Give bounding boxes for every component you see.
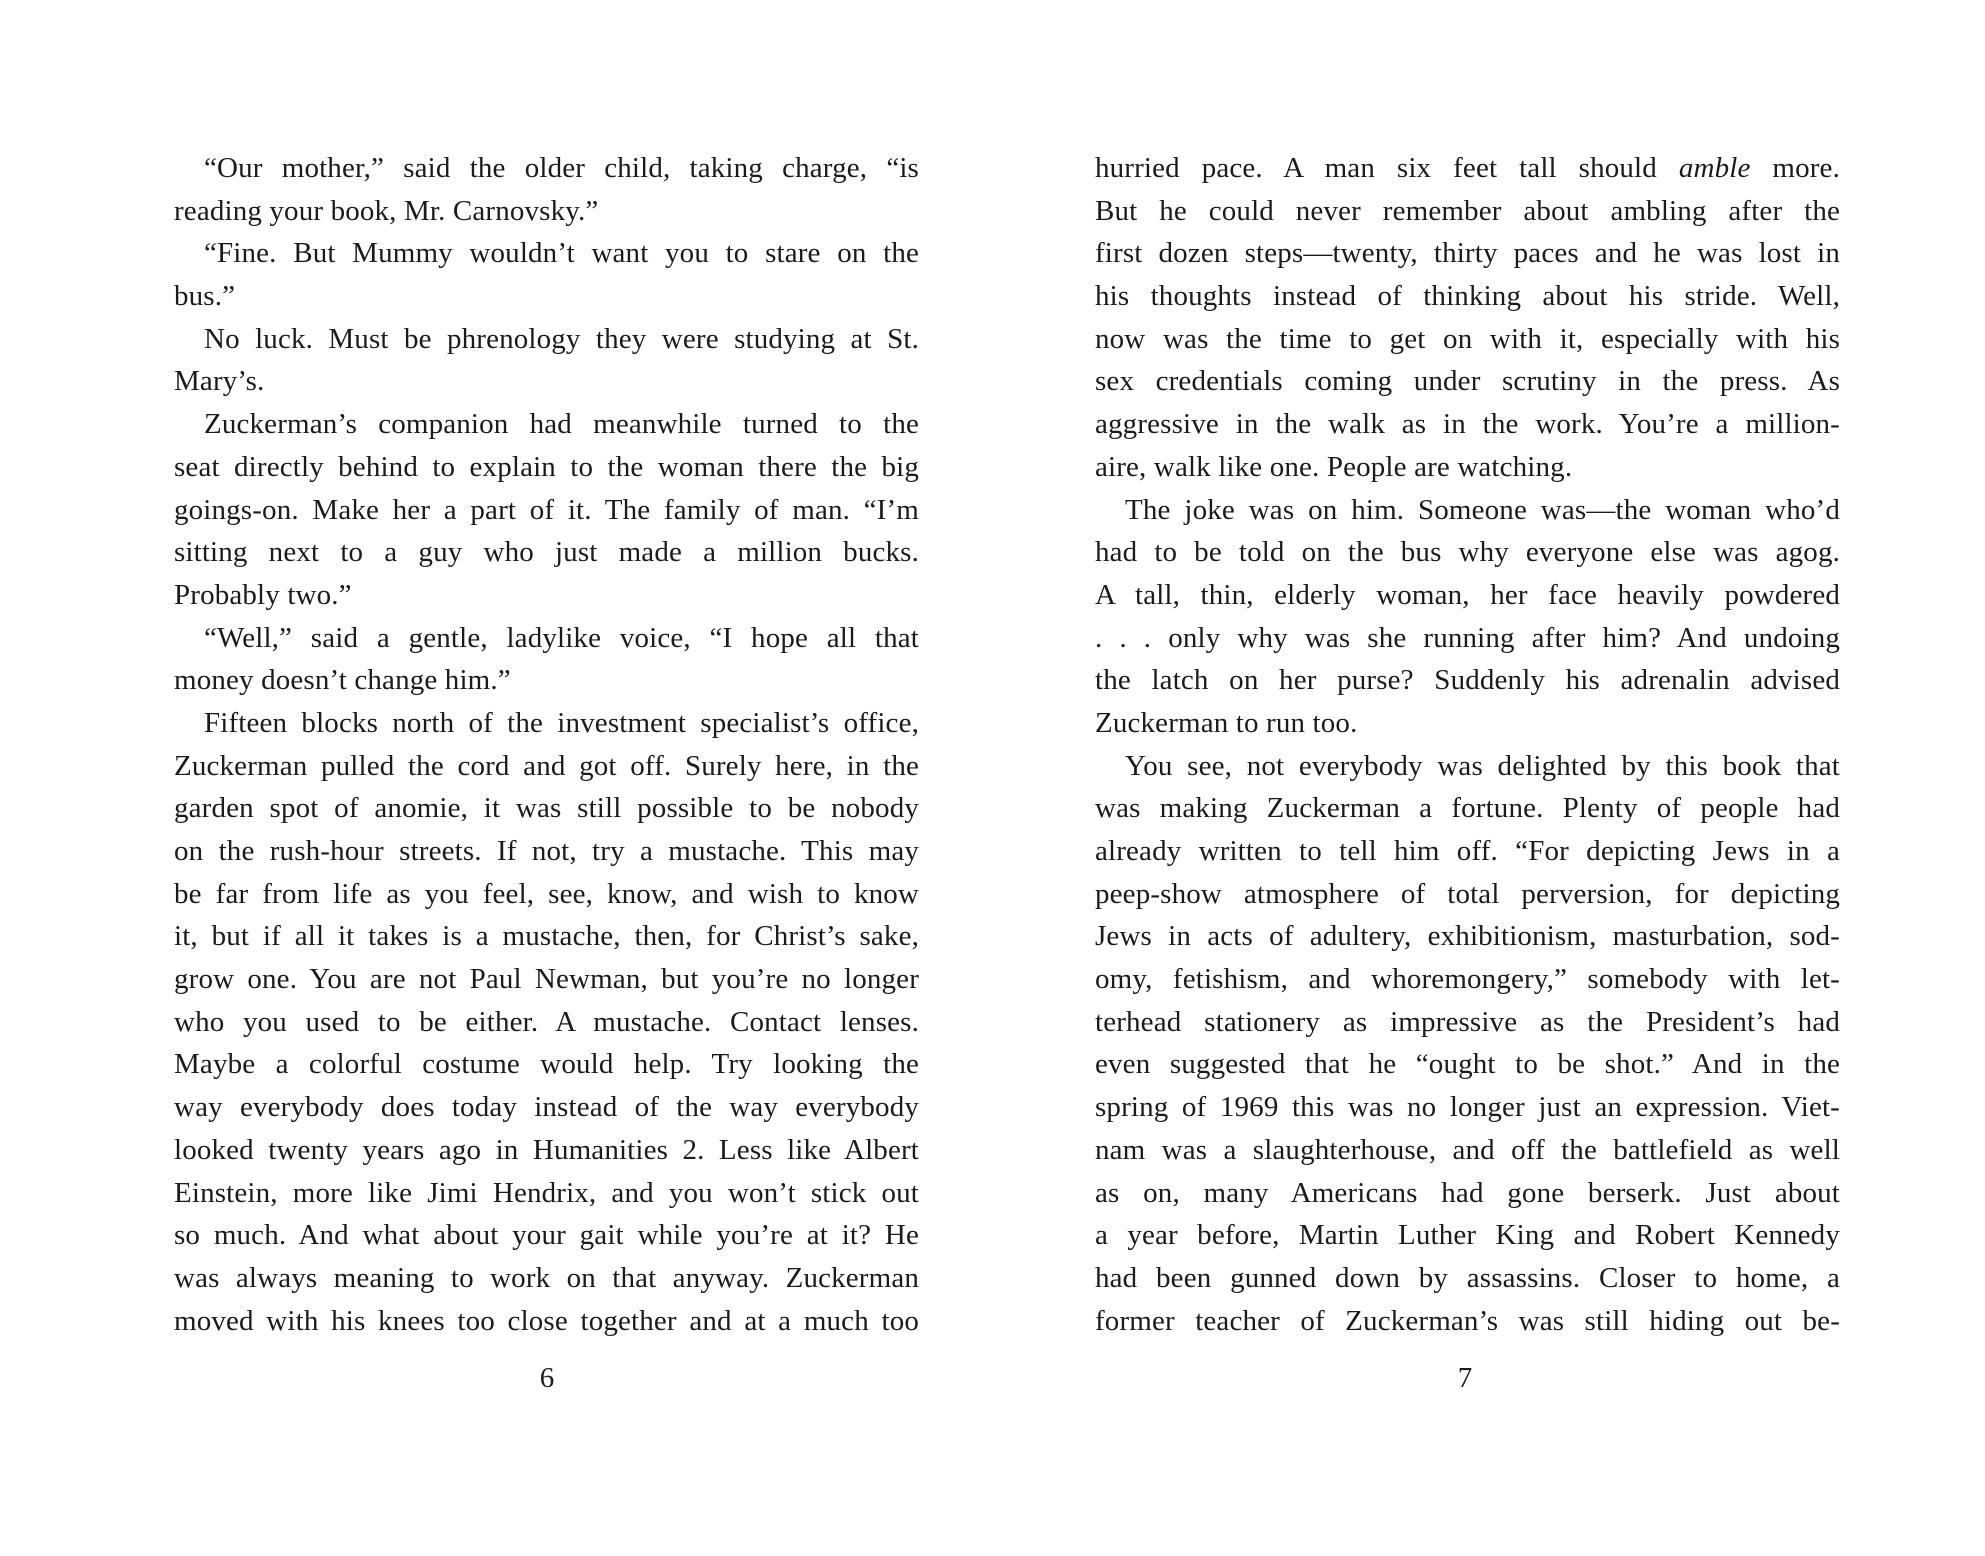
text-line: grow one. You are not Paul Newman, but you’re no longer [174,963,919,996]
text-line: You see, not everybody was delighted by this book that [1125,749,1840,782]
text-line: first dozen steps—twenty, thirty paces and he was lost in [1095,237,1840,270]
right-page-text [1095,147,1840,1342]
text-line: nam was a slaughterhouse, and off the battlefield as well [1095,1133,1840,1166]
text-line: A tall, thin, elderly woman, her face heavily powdered [1095,578,1840,611]
text-line: omy, fetishism, and whoremongery,” somebody with let- [1095,963,1840,996]
text-line: aggressive in the walk as in the work. You’re a million- [1095,408,1840,441]
text-line: a year before, Martin Luther King and Robert Kennedy [1095,1219,1840,1252]
text-line: hurried pace. A man six feet tall should amble more. [1095,152,1840,184]
text-line: now was the time to get on with it, especially with his [1095,322,1840,355]
text-line: way everybody does today instead of the way everybody [174,1091,919,1124]
text-line: looked twenty years ago in Humanities 2. Less like Albert [174,1133,919,1166]
text-line: “Fine. But Mummy wouldn’t want you to stare on the [204,237,919,270]
text-line: No luck. Must be phrenology they were studying at St. [204,322,919,355]
text-line: sex credentials coming under scrutiny in the press. As [1095,365,1840,398]
text-line: “Our mother,” said the older child, taking charge, “is [204,152,919,184]
text-line: so much. And what about your gait while you’re at it? He [174,1219,919,1252]
text-line: Maybe a colorful costume would help. Try looking the [174,1048,919,1081]
text-line: was making Zuckerman a fortune. Plenty of people had [1095,792,1840,825]
left-page [0,0,992,1556]
text-line: it, but if all it takes is a mustache, then, for Christ’s sake, [174,920,919,953]
text-line: goings-on. Make her a part of it. The family of man. “I’m [174,493,919,526]
text-line: Zuckerman to run too. [1095,706,1358,739]
text-line: bus.” [174,280,236,313]
text-line: . . . only why was she running after him? And undoing [1095,621,1840,654]
text-line: aire, walk like one. People are watching. [1095,450,1573,483]
right-page [992,0,1985,1556]
text-line: his thoughts instead of thinking about his stride. Well, [1095,280,1840,313]
text-line: was always meaning to work on that anyway. Zuckerman [174,1261,919,1294]
text-line: had been gunned down by assassins. Closer to home, a [1095,1261,1840,1294]
text-line: as on, many Americans had gone berserk. Just about [1095,1176,1840,1209]
text-line: Probably two.” [174,578,352,611]
text-line: even suggested that he “ought to be shot.” And in the [1095,1048,1840,1081]
text-line: Zuckerman pulled the cord and got off. Surely here, in the [174,749,919,782]
text-line: already written to tell him off. “For depicting Jews in a [1095,835,1840,867]
text-line: on the rush-hour streets. If not, try a mustache. This may [174,835,919,867]
left-page-number: 6 [539,1362,555,1394]
text-line: spring of 1969 this was no longer just an expression. Viet- [1095,1091,1840,1124]
text-line: Jews in acts of adultery, exhibitionism, masturbation, sod- [1095,920,1840,953]
text-line: peep-show atmosphere of total perversion, for depicting [1095,877,1840,910]
text-line: had to be told on the bus why everyone else was agog. [1095,536,1840,569]
text-line: Mary’s. [174,365,265,398]
text-line: sitting next to a guy who just made a million bucks. [174,536,919,569]
left-page-text [174,147,919,1342]
text-line: moved with his knees too close together and at a much too [174,1304,919,1337]
text-line: who you used to be either. A mustache. Contact lenses. [174,1005,919,1038]
text-line: Einstein, more like Jimi Hendrix, and you won’t stick out [174,1176,919,1209]
text-line: But he could never remember about ambling after the [1095,194,1840,227]
text-line: The joke was on him. Someone was—the woman who’d [1125,493,1840,526]
text-line: seat directly behind to explain to the woman there the big [174,450,919,483]
text-line: reading your book, Mr. Carnovsky.” [174,194,599,227]
text-line: garden spot of anomie, it was still possible to be nobody [174,792,919,825]
text-line: “Well,” said a gentle, ladylike voice, “I hope all that [204,621,919,654]
text-line: terhead stationery as impressive as the President’s had [1095,1005,1840,1038]
text-line: Fifteen blocks north of the investment specialist’s office, [204,706,919,739]
text-line: the latch on her purse? Suddenly his adrenalin advised [1095,664,1840,697]
text-line: money doesn’t change him.” [174,664,511,697]
right-page-number: 7 [1457,1362,1473,1394]
text-line: former teacher of Zuckerman’s was still hiding out be- [1095,1304,1840,1337]
text-line: be far from life as you feel, see, know, and wish to know [174,877,919,910]
text-line: Zuckerman’s companion had meanwhile turned to the [204,408,919,441]
